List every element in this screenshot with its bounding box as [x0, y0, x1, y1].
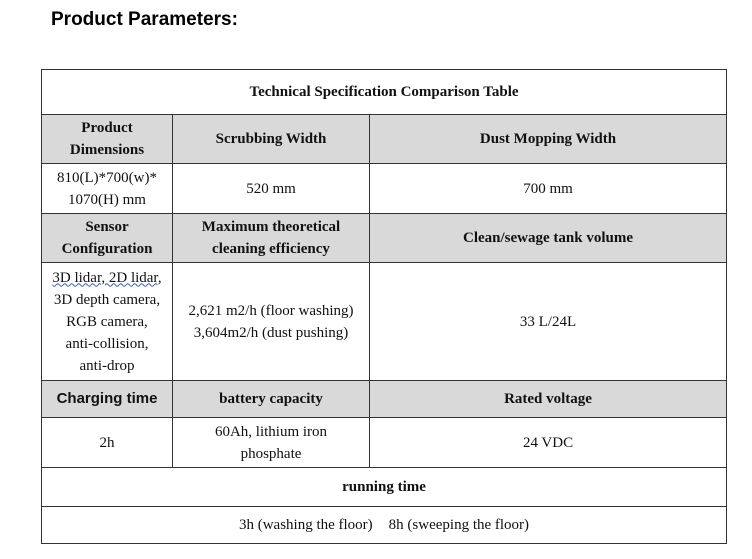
value-charging-time: 2h: [42, 418, 173, 468]
running-time-washing: 3h (washing the floor): [238, 517, 373, 533]
header-running-time: running time: [42, 468, 727, 507]
table-title-row: [42, 70, 727, 115]
page-heading: Product Parameters:: [51, 9, 238, 30]
value-tank-volume: 33 L/24L: [370, 263, 727, 381]
header-sensor-configuration: Sensor Configuration: [42, 214, 173, 263]
value-battery-capacity: 60Ah, lithium iron phosphate: [173, 418, 370, 468]
table-row: [42, 115, 727, 164]
value-cleaning-efficiency: 2,621 m2/h (floor washing) 3,604m2/h (dust pushing): [173, 263, 370, 381]
table-row: [42, 418, 727, 468]
running-time-value-row: [42, 507, 727, 544]
table-row: [42, 381, 727, 418]
running-time-sweeping: 8h (sweeping the floor): [388, 517, 530, 533]
table-row: [42, 214, 727, 263]
header-rated-voltage: Rated voltage: [370, 381, 727, 418]
value-product-dimensions: 810(L)*700(w)* 1070(H) mm: [42, 164, 173, 214]
header-product-dimensions: Product Dimensions: [42, 115, 173, 164]
value-sensor-configuration: 3D lidar, 2D lidar, 3D depth camera, RGB camera, anti-collision, anti-drop: [42, 263, 173, 381]
running-time-header-row: [42, 468, 727, 507]
header-charging-time: Charging time: [42, 381, 173, 418]
header-dust-mopping-width: Dust Mopping Width: [370, 115, 727, 164]
header-cleaning-efficiency: Maximum theoretical cleaning efficiency: [173, 214, 370, 263]
value-dust-mopping-width: 700 mm: [370, 164, 727, 214]
value-rated-voltage: 24 VDC: [370, 418, 727, 468]
table-row: [42, 263, 727, 381]
table-row: [42, 164, 727, 214]
header-battery-capacity: battery capacity: [173, 381, 370, 418]
value-scrubbing-width: 520 mm: [173, 164, 370, 214]
value-running-time: [42, 507, 727, 544]
header-tank-volume: Clean/sewage tank volume: [370, 214, 727, 263]
table-title: Technical Specification Comparison Table: [42, 70, 727, 115]
header-scrubbing-width: Scrubbing Width: [173, 115, 370, 164]
spec-table: [41, 69, 727, 544]
